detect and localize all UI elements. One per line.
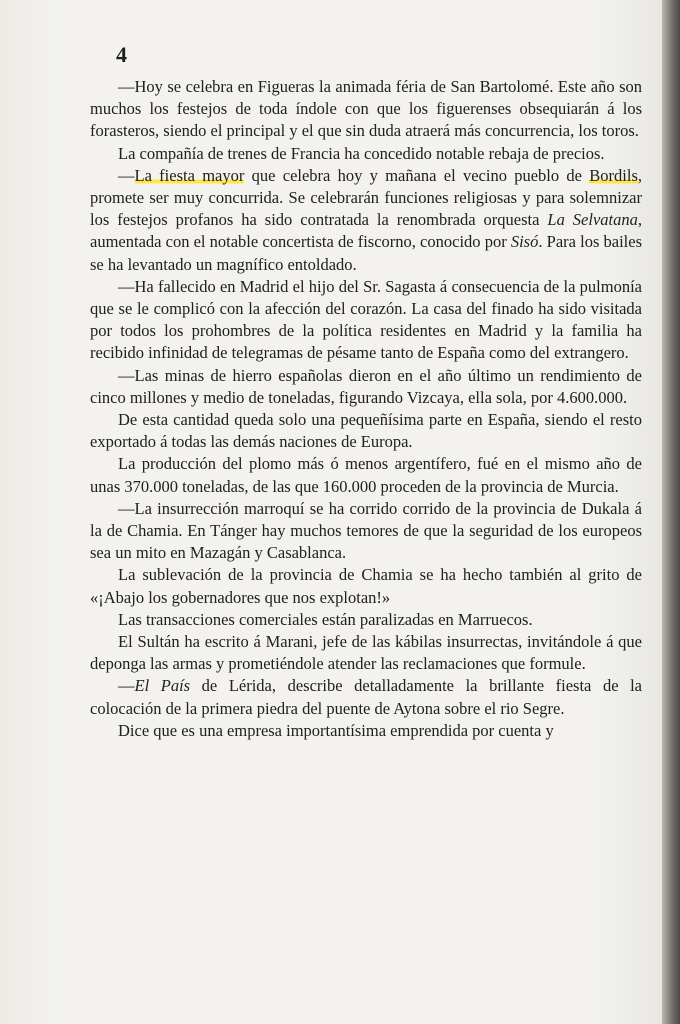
page-text <box>90 76 642 742</box>
dash: — <box>118 676 135 696</box>
paragraph: De esta cantidad queda solo una pequeñísima parte en España, siendo el resto exportado á todas las demás naciones de Europa. <box>90 410 642 452</box>
italic-newspaper-name: El País <box>134 676 191 696</box>
italic-artist-name: Sisó <box>510 232 539 252</box>
paragraph-text: . Para los bailes se ha levantado un magnífico entoldado. <box>90 232 643 274</box>
paragraph: La compañía de trenes de Francia ha concedido notable rebaja de precios. <box>118 143 605 163</box>
paragraph: Dice que es una empresa importantísima emprendida por cuenta y <box>118 720 554 740</box>
italic-orchestra-name: La Selvatana <box>547 210 638 230</box>
book-gutter-edge <box>662 0 680 1024</box>
page-number: 4 <box>116 42 127 67</box>
paragraph: —Ha fallecido en Madrid el hijo del Sr. Sagasta á consecuencia de la pulmonía que se le complicó con la afección del corazón. La casa del finado ha sido visitada por todos los prohombres de la política residentes en Madrid y la familia ha recibido infinidad de telegramas de pésame tanto de España como del extrangero. <box>90 276 642 363</box>
paragraph: —La insurrección marroquí se ha corrido corrido de la provincia de Dukala á la de Chamia. En Tánger hay muchos temores de que la seguridad de los europeos sea un mito en Mazagán y Casablanca. <box>90 498 642 563</box>
paragraph-text: de Lérida, describe detalladamente la brillante fiesta de la colocación de la primera piedra del puente de Aytona sobre el rio Segre. <box>90 676 643 718</box>
paragraph-text: , promete ser muy concurrida. Se celebrarán funciones religiosas y para solemnizar los festejos profanos ha sido contratada la renombrada orquesta <box>90 165 642 230</box>
paragraph <box>90 165 642 276</box>
paragraph: La producción del plomo más ó menos argentífero, fué en el mismo año de unas 370.000 toneladas, de las que 160.000 proceden de la provincia de Murcia. <box>90 454 642 496</box>
paragraph-text: que celebra hoy y mañana el vecino pueblo de <box>244 165 590 185</box>
paragraph: —Las minas de hierro españolas dieron en el año último un rendimiento de cinco millones y medio de toneladas, figurando Vizcaya, ella sola, por 4.600.000. <box>90 365 642 407</box>
paragraph-text: , aumentada con el notable concertista de fiscorno, conocido por <box>90 210 642 252</box>
highlighted-place-name: Bordils <box>589 165 638 185</box>
dash: — <box>118 165 135 185</box>
paragraph: El Sultán ha escrito á Marani, jefe de las kábilas insurrectas, invitándole á que deponga las armas y prometiéndole atender las reclamaciones que formule. <box>90 632 642 674</box>
highlighted-phrase: La fiesta mayor <box>134 165 245 185</box>
paragraph: Las transacciones comerciales están paralizadas en Marruecos. <box>118 609 533 629</box>
paragraph: —Hoy se celebra en Figueras la animada féria de San Bartolomé. Este año son muchos los festejos de toda índole con que los figuerenses obsequiarán á los forasteros, siendo el principal y el que sin duda atraerá más concurrencia, los toros. <box>90 77 642 141</box>
paragraph <box>90 675 642 719</box>
paragraph: La sublevación de la provincia de Chamia se ha hecho también al grito de «¡Abajo los gobernadores que nos explotan!» <box>90 565 642 607</box>
